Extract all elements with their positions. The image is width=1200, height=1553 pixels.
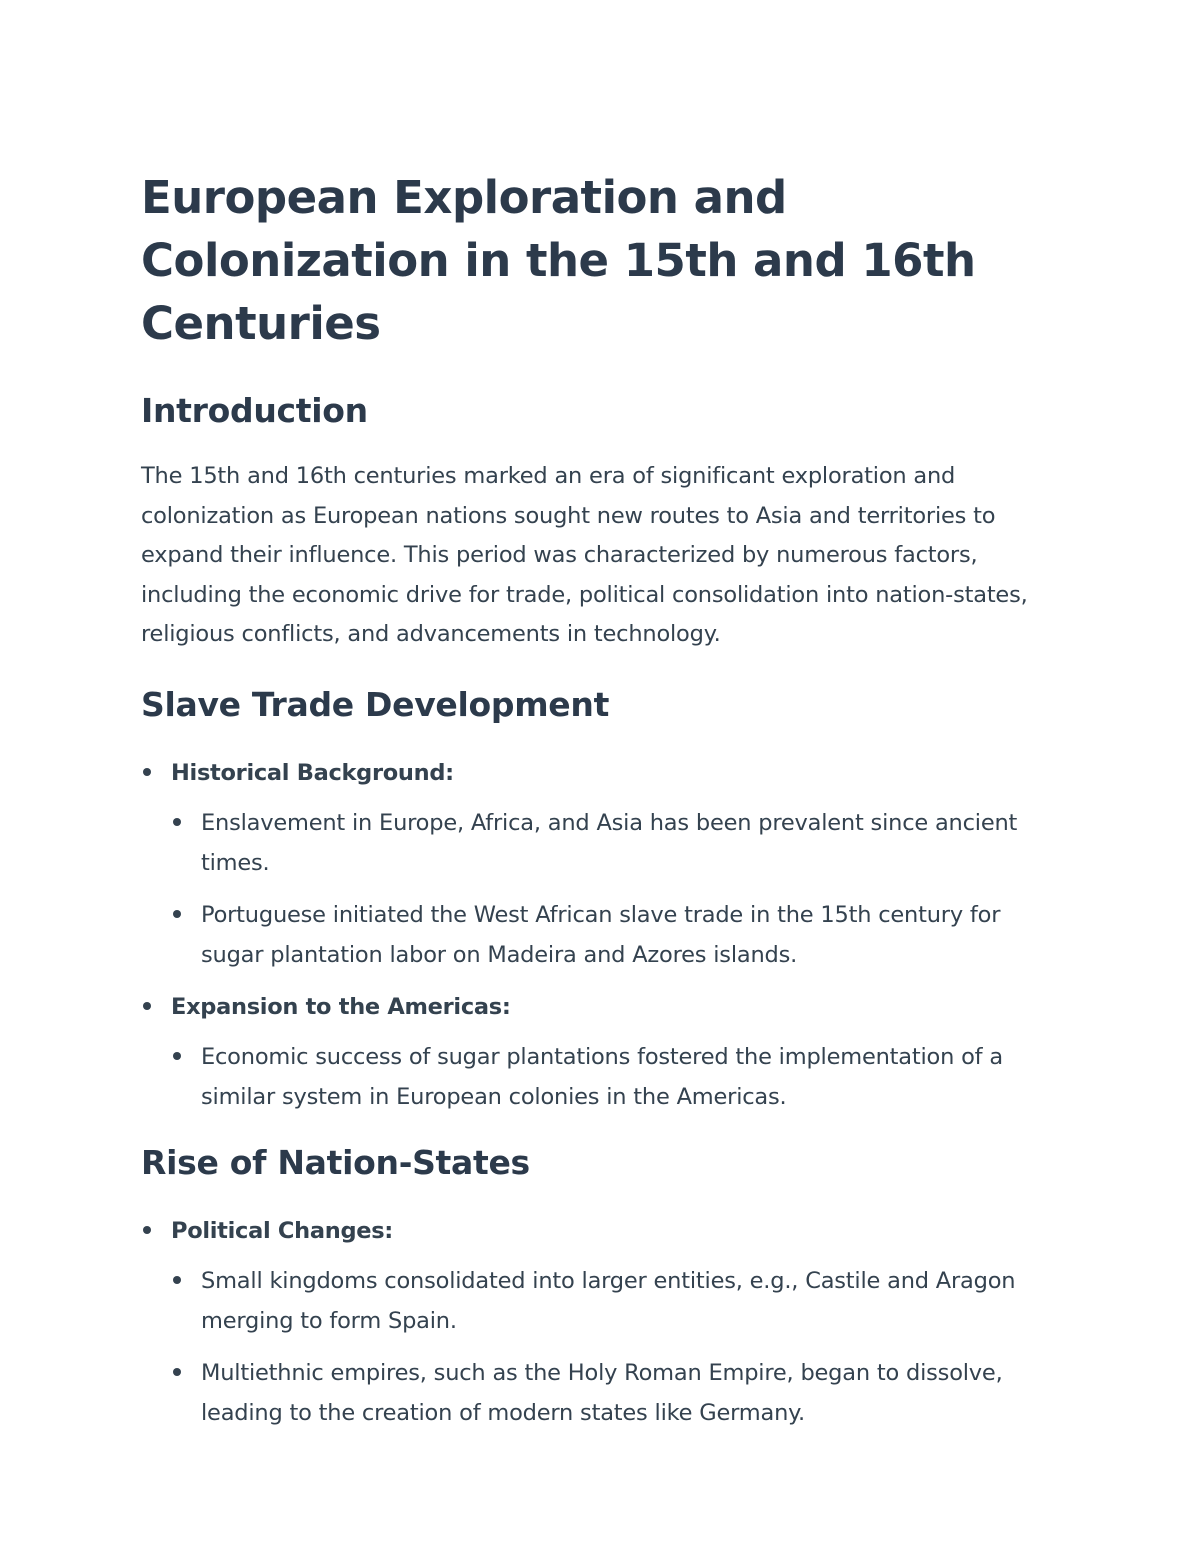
nation-states-heading: Rise of Nation-States bbox=[141, 1142, 530, 1182]
introduction-heading: Introduction bbox=[141, 391, 368, 430]
list-item-label: Expansion to the Americas: bbox=[171, 993, 511, 1020]
sub-list bbox=[171, 803, 1061, 975]
sub-list-item bbox=[171, 803, 1061, 883]
bullet-icon bbox=[143, 1226, 151, 1234]
bullet-icon bbox=[173, 1052, 181, 1060]
sub-list-item-text: Economic success of sugar plantations fostered the implementation of a similar system in European colonies in the Americas. bbox=[201, 1043, 1003, 1110]
slave-trade-heading: Slave Trade Development bbox=[141, 684, 610, 724]
bullet-icon bbox=[173, 1368, 181, 1376]
introduction-paragraph: The 15th and 16th centuries marked an era of significant exploration and colonization as European nations sought new routes to Asia and territories to expand their influence. This period was characterized by numerous factors, including the economic drive for trade, political consolidation into nation-states, religious conflicts, and advancements in technology. bbox=[141, 463, 1028, 647]
bullet-icon bbox=[173, 1276, 181, 1284]
list-item bbox=[141, 1211, 1061, 1433]
bullet-icon bbox=[143, 768, 151, 776]
bullet-icon bbox=[173, 910, 181, 918]
sub-list-item bbox=[171, 1261, 1061, 1341]
bullet-icon bbox=[143, 1002, 151, 1010]
slave-trade-list bbox=[141, 753, 1061, 1117]
document-page bbox=[141, 166, 1061, 1445]
sub-list-item-text: Enslavement in Europe, Africa, and Asia has been prevalent since ancient times. bbox=[201, 809, 1018, 876]
list-item-label: Political Changes: bbox=[171, 1217, 393, 1244]
sub-list-item bbox=[171, 1037, 1061, 1117]
nation-states-list bbox=[141, 1211, 1061, 1433]
sub-list-item-text: Portuguese initiated the West African slave trade in the 15th century for sugar plantation labor on Madeira and Azores islands. bbox=[201, 901, 1001, 968]
sub-list-item bbox=[171, 1353, 1061, 1433]
sub-list bbox=[171, 1261, 1061, 1433]
list-item-label: Historical Background: bbox=[171, 759, 454, 786]
list-item bbox=[141, 753, 1061, 975]
sub-list-item bbox=[171, 895, 1061, 975]
sub-list-item-text: Multiethnic empires, such as the Holy Roman Empire, began to dissolve, leading to the creation of modern states like Germany. bbox=[201, 1359, 1003, 1426]
bullet-icon bbox=[173, 818, 181, 826]
document-title: European Exploration and Colonization in the 15th and 16th Centuries bbox=[141, 171, 976, 350]
sub-list-item-text: Small kingdoms consolidated into larger entities, e.g., Castile and Aragon merging to form Spain. bbox=[201, 1267, 1016, 1334]
list-item bbox=[141, 987, 1061, 1117]
sub-list bbox=[171, 1037, 1061, 1117]
